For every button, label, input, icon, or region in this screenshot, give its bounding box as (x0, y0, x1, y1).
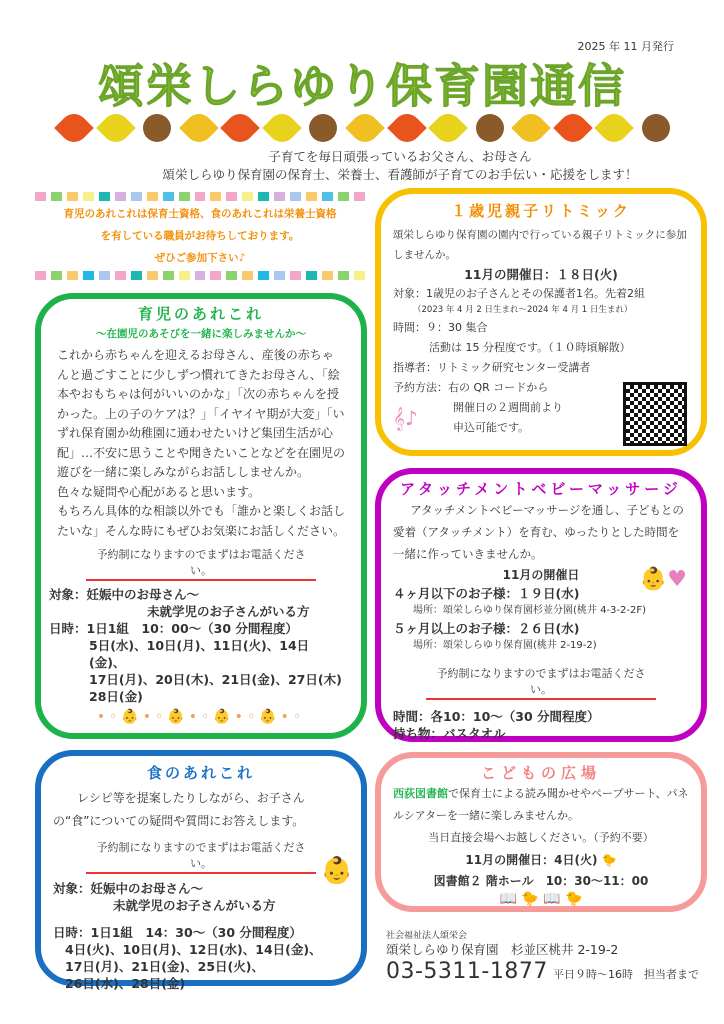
body-text: 当日直接会場へお越しください。（予約不要） (428, 831, 654, 844)
ginkgo-leaf-icon (595, 108, 635, 148)
maple-leaf-icon (220, 108, 260, 148)
section-title: 育児のあれこれ (137, 305, 264, 323)
body-text: 頌栄しらゆり保育園の園内で行っている親子リトミックに参加しませんか。 (393, 229, 687, 261)
body-text: これから赤ちゃんを迎えるお母さん、産後の赤ちゃんと過ごすことに少しずつ慣れてきたお母さん、「絵本やおもちゃは何がいいのかな」「次の赤ちゃんを授かった。上の子のケアは？」「イヤイヤ期が大変」「いずれ保育園か幼稚園に通わせたいけど集団生活が心配」…不安に思うことや聞きたいことなどを在園児の遊びを一緒に楽しみながらお話ししませんか。 (57, 348, 346, 479)
tile-decoration (35, 192, 365, 201)
hiroba-section (375, 752, 707, 912)
notice-line: ぜひご参加下さい♪ (154, 252, 246, 264)
dates-text: 5日(水)、10日(月)、11日(火)、14日(金)、 (89, 638, 310, 670)
target-text: 未就学児のお子さんがいる方 (113, 898, 276, 913)
time-text: 日時：1日1組 14：30～（30 分間程度） (53, 925, 302, 940)
dates-text: 17日(月)、21日(金)、25日(火)、 (65, 959, 264, 974)
target-text: 対象：妊娠中のお母さん～ (53, 881, 204, 896)
baby-eating-icon: 👶 (320, 856, 353, 886)
reservation-note: 予約制になりますのでまずはお電話ください。 (426, 665, 656, 700)
notice-line: を有している職員がお待ちしております。 (100, 230, 300, 242)
qr-code[interactable] (623, 382, 687, 446)
body-text: アタッチメントベビーマッサージを通し、子どもとの愛着（アタッチメント）を育む、ゆったりとした時間を一緒に作っていきませんか。 (393, 503, 684, 561)
autumn-leaves-decoration (60, 110, 670, 146)
phone-number[interactable]: 03-5311-1877 (386, 959, 548, 984)
maple-leaf-icon (553, 108, 593, 148)
reserve-text: 予約方法：右の QR コードから (393, 381, 549, 394)
activity-text: 活動は 15 分程度です。（１０時頃解散） (429, 341, 631, 354)
section-title: こどもの広場 (480, 764, 601, 782)
event-date: 11月の開催日：4日(火) (465, 853, 598, 867)
dates-text: 4日(火)、10日(月)、12日(水)、14日(金)、 (65, 942, 322, 957)
reservation-note: 予約制になりますのでまずはお電話ください。 (86, 839, 316, 874)
leader-text: 指導者：リトミック研究センター受講者 (393, 361, 591, 374)
dates-text: 17日(月)、20日(木)、21日(金)、27日(木) (89, 672, 342, 687)
babies-decoration: •◦👶•◦👶•◦👶•◦👶•◦ (96, 709, 306, 725)
reserve-text: 申込可能です。 (453, 421, 530, 434)
body-text: もちろん具体的な相談以外でも「誰かと楽しくお話したいな」そんな時にもぜひお気楽にお話しください。 (57, 504, 346, 538)
birth-range: （2023 年 4 月 2 日生まれ～2024 年 4 月 1 日生まれ） (413, 305, 633, 315)
chick-icon: 🐤 (601, 853, 617, 867)
event-place: 図書館２ 階ホール 10：30～11：00 (433, 874, 649, 888)
shoku-section (35, 750, 367, 991)
ginkgo-leaf-icon (511, 108, 551, 148)
issue-date: 2025 年 11 月発行 (577, 40, 674, 53)
reserve-text: 開催日の２週間前より (453, 401, 563, 414)
staff-notice (35, 192, 365, 280)
acorn-icon (470, 108, 510, 148)
maple-leaf-icon (54, 108, 94, 148)
target-text: 対象：1歳児のお子さんとその保護者1名。先着2組 (393, 287, 645, 300)
acorn-icon (636, 108, 676, 148)
event-date-title: 11月の開催日 (502, 568, 580, 582)
dates-text: 26日(水)、28日(金) (65, 976, 186, 991)
library-name: 西荻図書館 (393, 787, 448, 800)
time-text: 時間：各10：10～（30 分間程度） (393, 709, 600, 724)
event-date: 11月の開催日：１８日(火) (464, 267, 618, 282)
body-text: で保育士による読み聞かせやペープサート、パネルシアターを一緒に楽しみませんか。 (393, 787, 689, 822)
rhythmic-section (375, 188, 707, 456)
section-subtitle: ～在園児のあそびを一緒に楽しみませんか～ (96, 328, 306, 340)
section-title: １歳児親子リトミック (451, 202, 631, 220)
bring-text: 持ち物：バスタオル (393, 726, 506, 741)
ginkgo-leaf-icon (179, 108, 219, 148)
ginkgo-leaf-icon (262, 108, 302, 148)
target-text: 未就学児のお子さんがいる方 (147, 604, 310, 619)
newsletter-title: 頌栄しらゆり保育園通信 (98, 59, 626, 113)
group-text: ５ヶ月以上のお子様：２６日(水) (393, 621, 580, 636)
acorn-icon (304, 108, 344, 148)
dates-text: 28日(金) (89, 689, 143, 704)
time-text: 日時：1日1組 10：00～（30 分間程度） (49, 621, 298, 636)
music-notes-icon: 𝄞♪ (393, 406, 418, 430)
ikuji-section (35, 293, 367, 739)
place-text: 場所：頌栄しらゆり保育園杉並分園(桃井 4-3-2-2F) (413, 605, 647, 616)
time-text: 時間：９：30 集合 (393, 321, 488, 334)
notice-line: 育児のあれこれは保育士資格、食のあれこれは栄養士資格 (63, 208, 337, 220)
intro-line: 頌栄しらゆり保育園の保育士、栄養士、看護師が子育てのお手伝い・応援をします！ (162, 167, 638, 182)
footer (386, 928, 699, 984)
ginkgo-leaf-icon (428, 108, 468, 148)
maple-leaf-icon (387, 108, 427, 148)
intro (38, 148, 724, 184)
phone-hours: 平日９時～16時 担当者まで (552, 968, 699, 981)
group-text: ４ヶ月以下のお子様：１９日(水) (393, 586, 580, 601)
massage-section (375, 468, 707, 742)
intro-line: 子育てを毎日頑張っているお父さん、お母さん (268, 149, 532, 164)
section-title: アタッチメントベビーマッサージ (400, 480, 682, 498)
ginkgo-leaf-icon (96, 108, 136, 148)
baby-heart-icon: 👶♥ (639, 567, 687, 592)
acorn-icon (137, 108, 177, 148)
ginkgo-leaf-icon (345, 108, 385, 148)
body-text: 色々な疑問や心配があると思います。 (57, 484, 261, 499)
place-text: 場所：頌栄しらゆり保育園(桃井 2-19-2) (413, 640, 597, 651)
body-text: レシピ等を提案したりしながら、お子さんの“食”についての疑問や質問にお答えします。 (53, 791, 305, 828)
nursery-address: 頌栄しらゆり保育園 杉並区桃井 2-19-2 (386, 942, 619, 957)
tile-decoration (35, 271, 365, 280)
books-decoration: 📖 🐤 📖 🐤 (499, 891, 583, 907)
reservation-note: 予約制になりますのでまずはお電話ください。 (86, 546, 316, 581)
corporation-name: 社会福祉法人頌栄会 (386, 931, 468, 941)
target-text: 対象：妊娠中のお母さん～ (49, 587, 200, 602)
section-title: 食のあれこれ (146, 764, 255, 782)
